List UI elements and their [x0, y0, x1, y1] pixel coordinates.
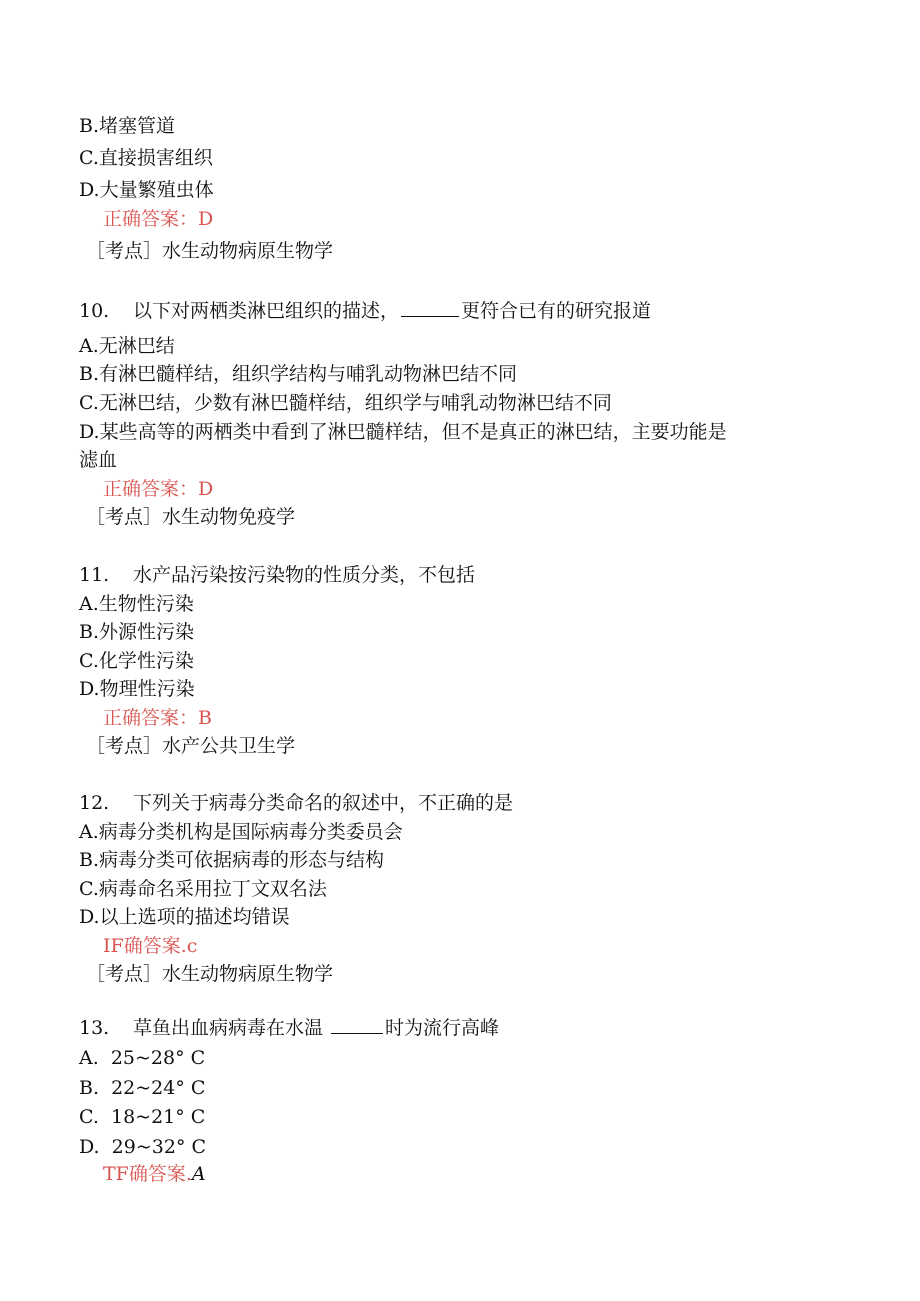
option-c: C. 18~21° C	[79, 1106, 206, 1128]
exam-point: ［考点］水产公共卫生学	[86, 735, 296, 757]
correct-answer	[103, 1161, 206, 1187]
question-12-stem	[79, 790, 513, 816]
correct-answer: 正确答案：D	[103, 478, 214, 500]
stem-part-b: 时为流行高峰	[385, 1017, 500, 1039]
stem-text: 下列关于病毒分类命名的叙述中，不正确的是	[133, 792, 514, 814]
option-d-continued: 滤血	[79, 449, 118, 471]
exam-point: ［考点］水生动物免疫学	[86, 506, 296, 528]
option-b: B.病毒分类可依据病毒的形态与结构	[79, 849, 385, 871]
correct-answer: IF确答案.c	[103, 935, 198, 957]
stem-part-b: 更符合已有的研究报道	[461, 300, 652, 322]
answer-blank	[401, 298, 459, 317]
question-number: 13.	[79, 1017, 110, 1039]
correct-answer: 正确答案：B	[103, 707, 212, 729]
stem-part-a: 草鱼出血病病毒在水温	[133, 1017, 324, 1039]
option-c: C.病毒命名采用拉丁文双名法	[79, 878, 327, 900]
answer-blank	[331, 1015, 383, 1034]
option-a: A.病毒分类机构是国际病毒分类委员会	[79, 821, 403, 843]
question-number: 11.	[79, 564, 110, 586]
exam-point: ［考点］水生动物病原生物学	[86, 240, 334, 262]
question-10-stem	[79, 298, 651, 324]
option-a: A.生物性污染	[79, 593, 194, 615]
correct-answer: 正确答案：D	[103, 208, 214, 230]
exam-point: ［考点］水生动物病原生物学	[86, 963, 334, 985]
question-number: 10.	[79, 300, 110, 322]
answer-prefix: TF确答案.	[103, 1163, 192, 1185]
option-a: A. 25~28° C	[79, 1047, 206, 1069]
option-c: C.化学性污染	[79, 650, 194, 672]
option-d: D.某些高等的两栖类中看到了淋巴髓样结，但不是真正的淋巴结，主要功能是	[79, 421, 727, 443]
option-b: B.有淋巴髓样结，组织学结构与哺乳动物淋巴结不同	[79, 363, 518, 385]
question-13-stem	[79, 1015, 499, 1041]
answer-letter: A	[191, 1163, 206, 1185]
option-d: D.大量繁殖虫体	[79, 179, 214, 201]
stem-text: 水产品污染按污染物的性质分类，不包括	[133, 564, 476, 586]
option-b: B. 22~24° C	[79, 1077, 206, 1099]
option-d: D.以上选项的描述均错误	[79, 906, 290, 928]
option-d: D.物理性污染	[79, 678, 195, 700]
option-b: B.堵塞管道	[79, 115, 176, 137]
stem-part-a: 以下对两栖类淋巴组织的描述，	[133, 300, 400, 322]
option-a: A.无淋巴结	[79, 335, 175, 357]
option-c: C.直接损害组织	[79, 147, 213, 169]
option-c: C.无淋巴结，少数有淋巴髓样结，组织学与哺乳动物淋巴结不同	[79, 392, 612, 414]
question-11-stem	[79, 562, 475, 588]
option-d: D. 29~32° C	[79, 1136, 207, 1158]
question-number: 12.	[79, 792, 110, 814]
option-b: B.外源性污染	[79, 621, 195, 643]
